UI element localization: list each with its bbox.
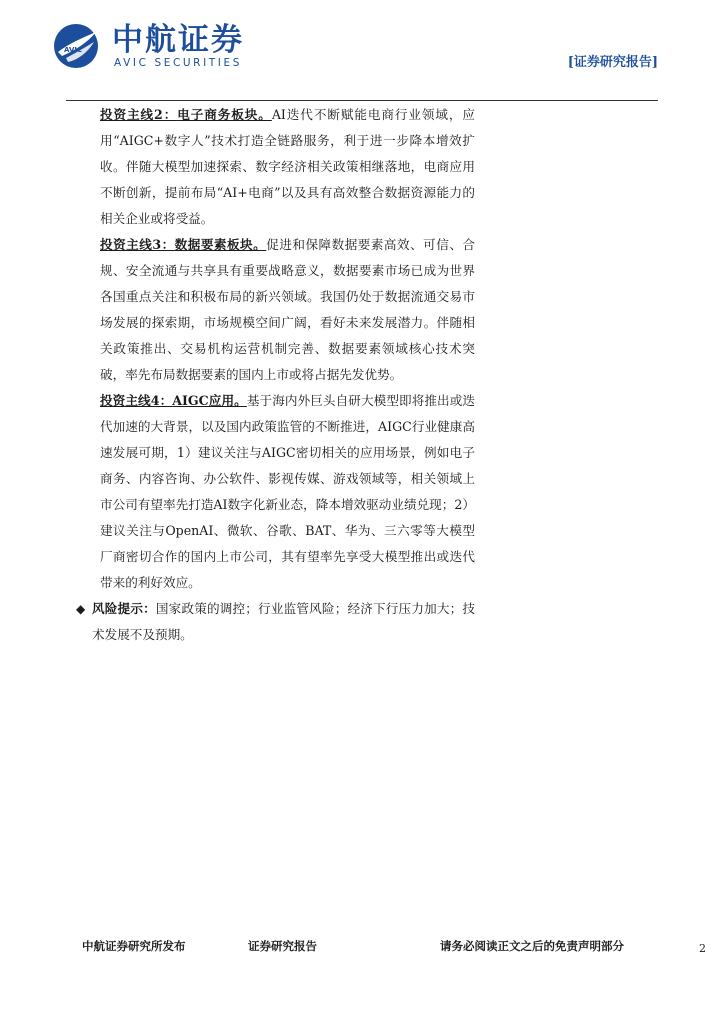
investment-line-2 (80, 102, 475, 232)
company-logo (52, 22, 252, 72)
diamond-bullet-icon: ◆ (76, 602, 86, 616)
risk-lead: 风险提示： (92, 601, 156, 616)
line-4-text: 基于海内外巨头自研大模型即将推出或迭代加速的大背景，以及国内政策监管的不断推进，AIGC行业健康高速发展可期，1）建议关注与AIGC密切相关的应用场景，例如电子商务、内容咨询、办公软件、影视传媒、游戏领域等，相关领域上市公司有望率先打造AI数字化新业态，降本增效驱动业绩兑现；2）建议关注与OpenAI、微软、谷歌、BAT、华为、三六零等大模型厂商密切合作的国内上市公司，其有望率先享受大模型推出或迭代带来的利好效应。 (100, 393, 476, 590)
line-3-lead: 投资主线3： (100, 237, 175, 252)
line-3-title: 数据要素板块。 (174, 237, 267, 252)
line-4-lead: 投资主线4： (100, 393, 173, 408)
report-body (76, 102, 476, 648)
footer-disclaimer-note: 请务必阅读正文之后的免责声明部分 (440, 939, 624, 953)
line-4-title: AIGC应用。 (172, 393, 247, 408)
investment-line-3 (80, 232, 475, 388)
line-2-lead: 投资主线2： (100, 107, 178, 122)
logo-english-name: AVIC SECURITIES (114, 57, 242, 69)
risk-text: 国家政策的调控；行业监管风险；经济下行压力加大；技术发展不及预期。 (92, 601, 476, 642)
line-3-text: 促进和保障数据要素高效、可信、合规、安全流通与共享具有重要战略意义，数据要素市场已成为世界各国重点关注和积极布局的新兴领域。我国仍处于数据流通交易市场发展的探索期，市场规模空间广阔，看好未来发展潜力。伴随相关政策推出、交易机构运营机制完善、数据要素领域核心技术突破，率先布局数据要素的国内上市或将占据先发优势。 (100, 237, 476, 382)
avic-logo-icon (52, 22, 100, 70)
footer-report-type: 证券研究报告 (248, 939, 317, 953)
line-2-title: 电子商务板块。 (177, 107, 272, 122)
risk-notice (76, 596, 476, 648)
investment-line-4 (80, 388, 475, 596)
svg-text:AVIC: AVIC (64, 46, 83, 54)
line-2-text: AI迭代不断赋能电商行业领域，应用“AIGC+数字人”技术打造全链路服务，利于进一步降本增效扩收。伴随大模型加速探索、数字经济相关政策相继落地，电商应用不断创新，提前布局“AI+电商”以及具有高效整合数据资源能力的相关企业或将受益。 (100, 107, 476, 226)
header-divider (66, 100, 658, 101)
logo-chinese-name: 中航证券 (112, 22, 244, 58)
page-number: 2 (699, 942, 706, 955)
footer-publisher: 中航证券研究所发布 (82, 939, 186, 953)
report-type-tag: [证券研究报告] (567, 55, 658, 70)
